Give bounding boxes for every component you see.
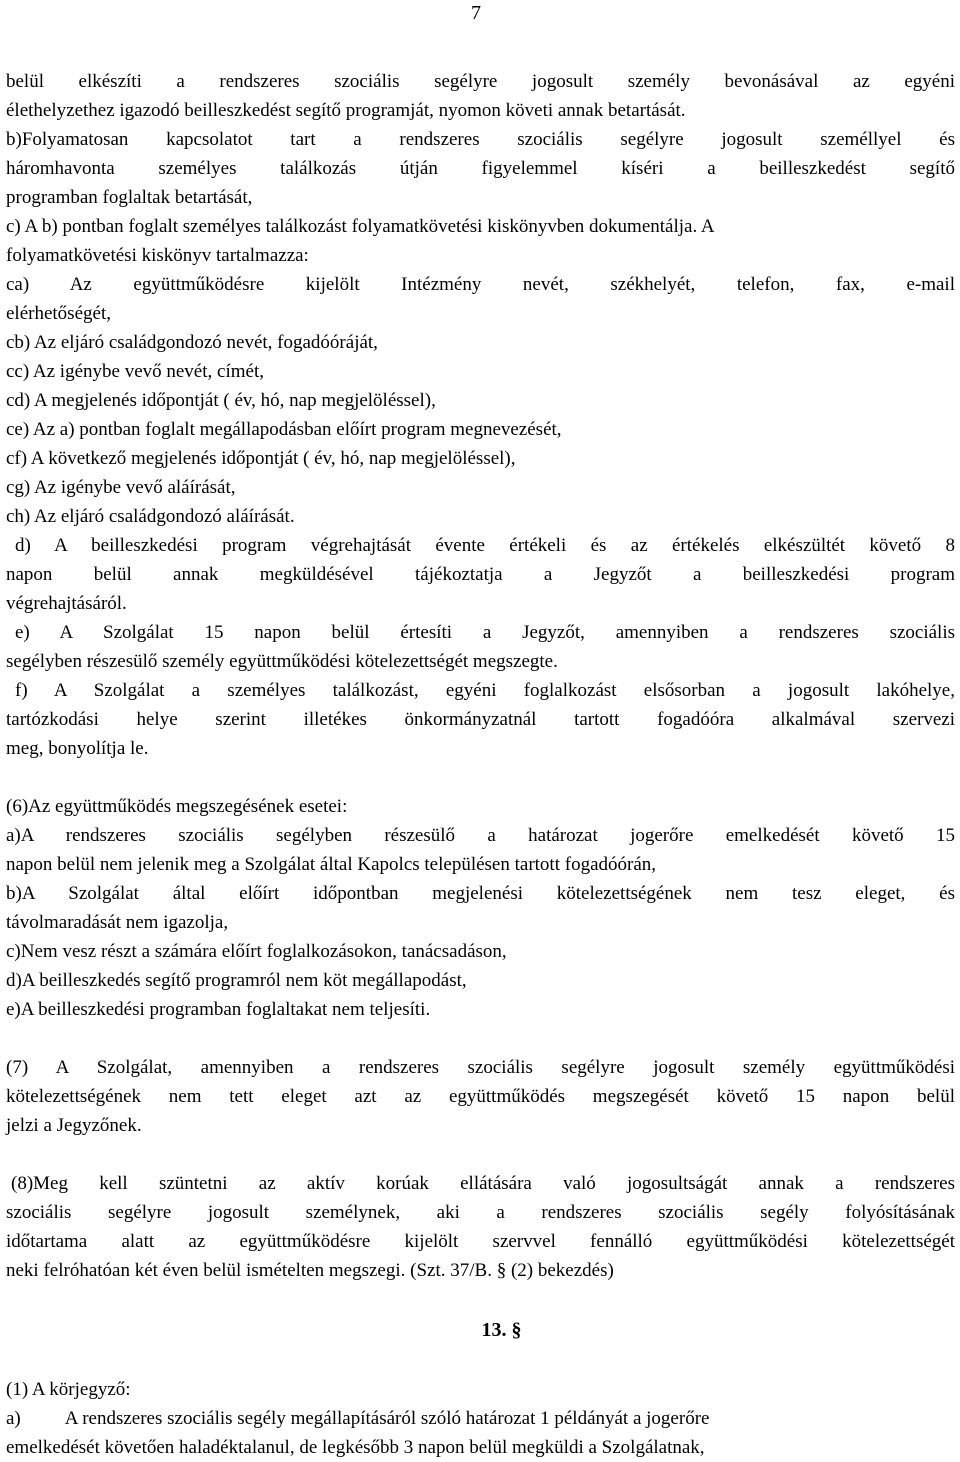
text-line: háromhavonta személyes találkozás útján figyelemmel kíséri a beilleszkedést segítő xyxy=(6,158,955,179)
text-line: napon belül nem jelenik meg a Szolgálat által Kapolcs településen tartott fogadóórán, xyxy=(6,854,657,875)
text-line: (8)Meg kell szüntetni az aktív korúak ellátására való jogosultságát annak a rendszeres xyxy=(11,1173,955,1194)
text-line: programban foglaltak betartását, xyxy=(6,187,253,208)
text-line: elérhetőségét, xyxy=(6,303,111,324)
text-line: c)Nem vesz részt a számára előírt foglalkozásokon, tanácsadáson, xyxy=(6,941,507,962)
text-line: tartózkodási helye szerint illetékes önkormányzatnál tartott fogadóóra alkalmával szervezi xyxy=(6,709,955,730)
page-number: 7 xyxy=(471,2,481,24)
text-line: meg, bonyolítja le. xyxy=(6,738,149,759)
text-line: napon belül annak megküldésével tájékoztatja a Jegyzőt a beilleszkedési program xyxy=(6,564,955,585)
text-line: folyamatkövetési kiskönyv tartalmazza: xyxy=(6,245,309,266)
text-line: d)A beilleszkedés segítő programról nem köt megállapodást, xyxy=(6,970,467,991)
text-line: cd) A megjelenés időpontját ( év, hó, nap megjelöléssel), xyxy=(6,390,436,411)
text-line: a)A rendszeres szociális segélyben részesülő a határozat jogerőre emelkedését követő 15 xyxy=(6,825,955,846)
text-line: c) A b) pontban foglalt személyes találkozást folyamatkövetési kiskönyvben dokumentálja. A xyxy=(6,216,715,237)
text-line: élethelyzethez igazodó beilleszkedést segítő programját, nyomon követi annak betartását. xyxy=(6,100,686,121)
text-line: cb) Az eljáró családgondozó nevét, fogadóóráját, xyxy=(6,332,378,353)
section-heading: 13. § xyxy=(481,1319,522,1341)
text-line: e)A beilleszkedési programban foglaltakat nem teljesíti. xyxy=(6,999,431,1020)
text-line: időtartama alatt az együttműködésre kijelölt szervvel fennálló együttműködési kötelezettségét xyxy=(6,1231,955,1252)
text-line: (7) A Szolgálat, amennyiben a rendszeres szociális segélyre jogosult személy együttműködési xyxy=(6,1057,955,1078)
item-marker: a) xyxy=(6,1408,21,1429)
text-line: ce) Az a) pontban foglalt megállapodásban előírt program megnevezését, xyxy=(6,419,562,440)
text-line: (1) A körjegyző: xyxy=(6,1379,131,1400)
text-line: távolmaradását nem igazolja, xyxy=(6,912,229,933)
text-line: cf) A következő megjelenés időpontját ( év, hó, nap megjelöléssel), xyxy=(6,448,516,469)
item-text: A rendszeres szociális segély megállapításáról szóló határozat 1 példányát a jogerőre xyxy=(64,1408,710,1429)
text-line: kötelezettségének nem tett eleget azt az együttműködés megszegését követő 15 napon belül xyxy=(6,1086,955,1107)
text-line: e) A Szolgálat 15 napon belül értesíti a Jegyzőt, amennyiben a rendszeres szociális xyxy=(15,622,955,643)
text-line: neki felróhatóan két éven belül ismételten megszegi. (Szt. 37/B. § (2) bekezdés) xyxy=(6,1260,614,1281)
text-line: cg) Az igénybe vevő aláírását, xyxy=(6,477,236,498)
text-line: d) A beilleszkedési program végrehajtását évente értékeli és az értékelés elkészültét követő 8 xyxy=(15,535,955,556)
text-line: (6)Az együttműködés megszegésének esetei: xyxy=(6,796,348,817)
document-body xyxy=(6,67,955,1462)
text-line: végrehajtásáról. xyxy=(6,593,127,614)
text-line: f) A Szolgálat a személyes találkozást, egyéni foglalkozást elsősorban a jogosult lakóhelye, xyxy=(15,680,955,701)
text-line: ch) Az eljáró családgondozó aláírását. xyxy=(6,506,295,527)
text-line xyxy=(6,1404,955,1433)
text-line: belül elkészíti a rendszeres szociális segélyre jogosult személy bevonásával az egyéni xyxy=(6,71,955,92)
text-line: b)A Szolgálat által előírt időpontban megjelenési kötelezettségének nem tesz eleget, és xyxy=(6,883,955,904)
text-line: b)Folyamatosan kapcsolatot tart a rendszeres szociális segélyre jogosult személlyel és xyxy=(6,129,955,150)
text-line: ca) Az együttműködésre kijelölt Intézmény nevét, székhelyét, telefon, fax, e-mail xyxy=(6,274,955,295)
text-line: jelzi a Jegyzőnek. xyxy=(6,1115,142,1136)
text-line: szociális segélyre jogosult személynek, aki a rendszeres szociális segély folyósításának xyxy=(6,1202,955,1223)
text-line: segélyben részesülő személy együttműködési kötelezettségét megszegte. xyxy=(6,651,558,672)
text-line: cc) Az igénybe vevő nevét, címét, xyxy=(6,361,264,382)
text-line: emelkedését követően haladéktalanul, de legkésőbb 3 napon belül megküldi a Szolgálatnak, xyxy=(6,1437,705,1458)
